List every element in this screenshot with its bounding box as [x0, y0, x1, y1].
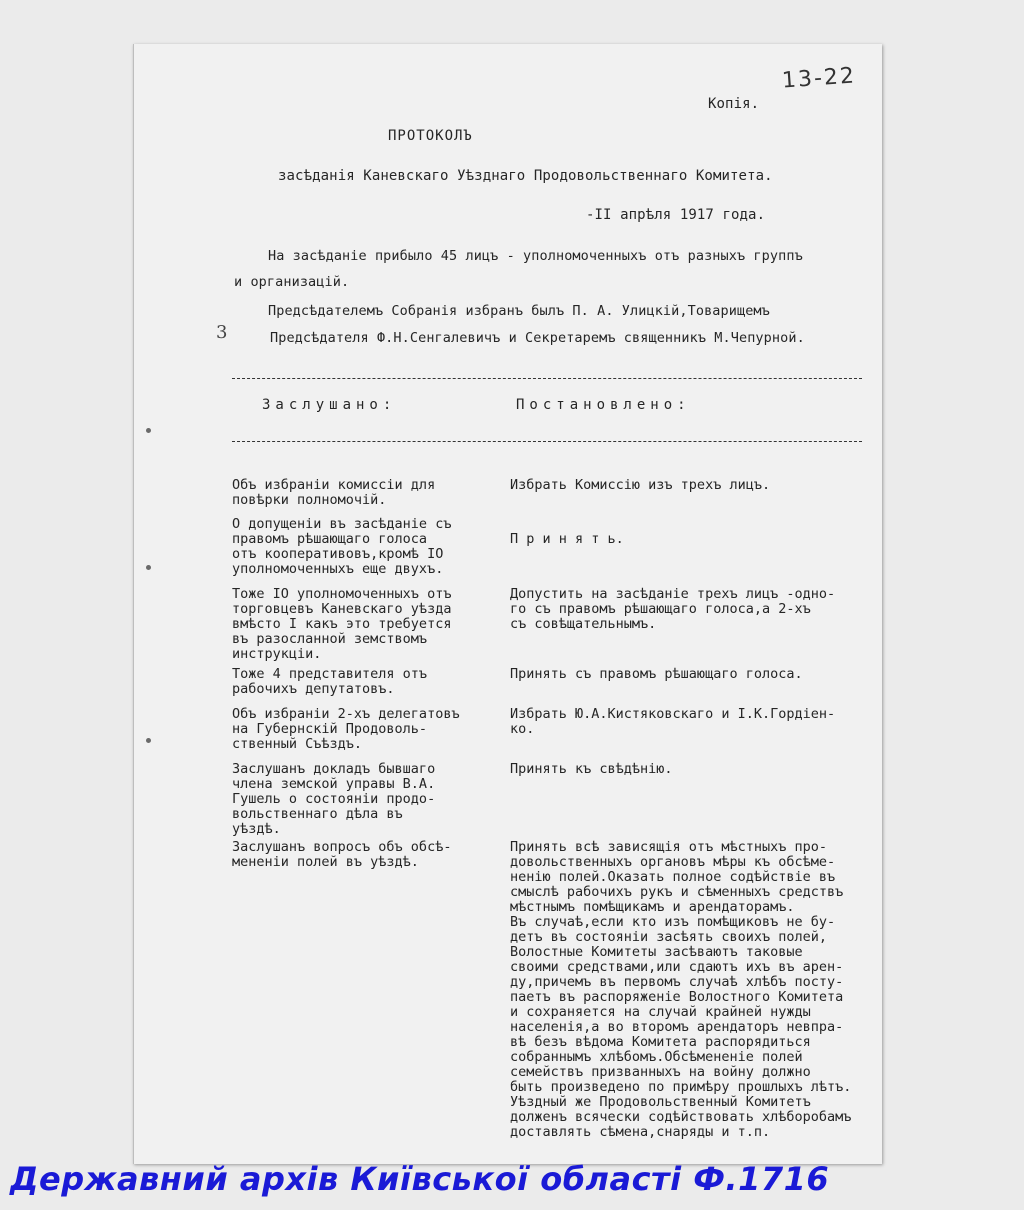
- heard-line: въ разосланной земствомъ: [232, 631, 428, 647]
- intro-line: На засѣданіе прибыло 45 лицъ - уполномоченныхъ отъ разныхъ группъ: [268, 248, 803, 264]
- document-title: ПРОТОКОЛЪ: [388, 128, 473, 144]
- archive-number: 13-22: [781, 63, 857, 94]
- heard-line: вмѣсто I какъ это требуется: [232, 616, 452, 632]
- resolved-line: детъ въ состояніи засѣять своихъ полей,: [510, 929, 827, 945]
- intro-line: и организацій.: [234, 274, 350, 290]
- resolved-line: Принять къ свѣдѣнію.: [510, 761, 673, 777]
- resolved-line: долженъ всячески содѣйствовать хлѣборобамъ: [510, 1109, 852, 1125]
- resolved-line: ненію полей.Оказать полное содѣйствіе въ: [510, 869, 836, 885]
- heard-line: Гушель о состояніи продо-: [232, 791, 436, 807]
- resolved-line: го съ правомъ рѣшающаго голоса,а 2-хъ: [510, 601, 811, 617]
- item-heard: [232, 840, 502, 870]
- heard-line: О допущеніи въ засѣданіе съ: [232, 516, 452, 532]
- heard-line: отъ кооперативовъ,кромѣ IO: [232, 546, 444, 562]
- heard-line: Тоже 4 представителя отъ: [232, 666, 428, 682]
- resolved-line: ко.: [510, 721, 535, 737]
- heard-line: торговцевъ Каневскаго уѣзда: [232, 601, 452, 617]
- resolved-line: собраннымъ хлѣбомъ.Обсѣмененіе полей: [510, 1049, 803, 1065]
- resolved-line: Избрать Ю.А.Кистяковскаго и I.К.Гордіен-: [510, 706, 836, 722]
- resolved-line: смыслѣ рабочихъ рукъ и сѣменныхъ средствъ: [510, 884, 844, 900]
- resolved-line: Принять всѣ зависящія отъ мѣстныхъ про-: [510, 839, 827, 855]
- resolved-line: довольственныхъ органовъ мѣры къ обсѣме-: [510, 854, 836, 870]
- item-heard: [232, 587, 502, 662]
- resolved-line: съ совѣщательнымъ.: [510, 616, 657, 632]
- heard-line: уполномоченныхъ еще двухъ.: [232, 561, 444, 577]
- column-header-heard: Заслушано:: [262, 397, 397, 413]
- resolved-line: Избрать Комиссію изъ трехъ лицъ.: [510, 477, 771, 493]
- item-heard: [232, 667, 502, 697]
- heard-line: повѣрки полномочій.: [232, 492, 387, 508]
- resolved-line: Уѣздный же Продовольственный Комитетъ: [510, 1094, 811, 1110]
- item-resolved: [510, 517, 882, 547]
- item-heard: [232, 517, 502, 577]
- punch-hole: [146, 428, 151, 433]
- punch-hole: [146, 565, 151, 570]
- heard-line: Тоже IO уполномоченныхъ отъ: [232, 586, 452, 602]
- resolved-line: Въ случаѣ,если кто изъ помѣщиковъ не бу-: [510, 914, 836, 930]
- divider-line: [232, 441, 862, 442]
- heard-line: на Губернскій Продоволь-: [232, 721, 428, 737]
- heard-line: правомъ рѣшающаго голоса: [232, 531, 428, 547]
- item-resolved: [510, 478, 882, 493]
- divider-line: [232, 378, 862, 379]
- resolved-line: Допустить на засѣданіе трехъ лицъ -одно-: [510, 586, 836, 602]
- intro-line: Предсѣдателемъ Собранія избранъ былъ П. А. Улицкій,Товарищемъ: [268, 303, 770, 319]
- resolved-line: [510, 517, 882, 532]
- item-resolved: [510, 707, 882, 737]
- heard-line: Заслушанъ докладъ бывшаго: [232, 761, 436, 777]
- heard-line: Заслушанъ вопросъ объ обсѣ-: [232, 839, 452, 855]
- document-date: -II апрѣля 1917 года.: [586, 207, 766, 223]
- item-resolved: [510, 667, 882, 682]
- heard-line: мененіи полей въ уѣздѣ.: [232, 854, 419, 870]
- heard-line: ственный Съѣздъ.: [232, 736, 363, 752]
- heard-line: инструкціи.: [232, 646, 322, 662]
- resolved-line: доставлять сѣмена,снаряды и т.п.: [510, 1124, 771, 1140]
- resolved-line: паетъ въ распоряженіе Волостного Комитета: [510, 989, 844, 1005]
- heard-line: члена земской управы В.А.: [232, 776, 436, 792]
- document-subtitle: засѣданія Каневскаго Уѣзднаго Продовольственнаго Комитета.: [278, 168, 773, 184]
- resolved-line: быть произведено по примѣру прошлыхъ лѣтъ.: [510, 1079, 852, 1095]
- resolved-line: своими средствами,или сдаютъ ихъ въ арен-: [510, 959, 844, 975]
- item-heard: [232, 707, 502, 752]
- item-resolved: [510, 587, 882, 632]
- heard-line: уѣздѣ.: [232, 821, 281, 837]
- heard-line: Объ избраніи 2-хъ делегатовъ: [232, 706, 460, 722]
- heard-line: рабочихъ депутатовъ.: [232, 681, 395, 697]
- resolved-line: Волостные Комитеты засѣваютъ таковые: [510, 944, 803, 960]
- item-resolved: [510, 762, 882, 777]
- column-header-resolved: Постановлено:: [516, 397, 691, 413]
- resolved-line: П р и н я т ь.: [510, 531, 624, 547]
- resolved-line: мѣстнымъ помѣщикамъ и арендаторамъ.: [510, 899, 795, 915]
- resolved-line: населенія,а во второмъ арендаторъ невпра-: [510, 1019, 844, 1035]
- margin-mark: 3: [216, 322, 228, 343]
- resolved-line: вѣ безъ вѣдома Комитета распорядиться: [510, 1034, 811, 1050]
- item-resolved: [510, 840, 882, 1140]
- item-heard: [232, 478, 502, 508]
- item-heard: [232, 762, 502, 837]
- resolved-line: ду,причемъ въ первомъ случаѣ хлѣбъ посту-: [510, 974, 844, 990]
- heard-line: вольственнаго дѣла въ: [232, 806, 403, 822]
- resolved-line: и сохраняется на случай крайней нужды: [510, 1004, 811, 1020]
- copy-mark: Копія.: [708, 96, 760, 112]
- resolved-line: семействъ призванныхъ на войну должно: [510, 1064, 811, 1080]
- heard-line: Объ избраніи комиссіи для: [232, 477, 436, 493]
- archive-footer: Державний архів Київської області Ф.1716: [10, 1160, 830, 1198]
- intro-line: Предсѣдателя Ф.Н.Сенгалевичъ и Секретаремъ священникъ М.Чепурной.: [270, 330, 805, 346]
- punch-hole: [146, 738, 151, 743]
- resolved-line: Принять съ правомъ рѣшающаго голоса.: [510, 666, 803, 682]
